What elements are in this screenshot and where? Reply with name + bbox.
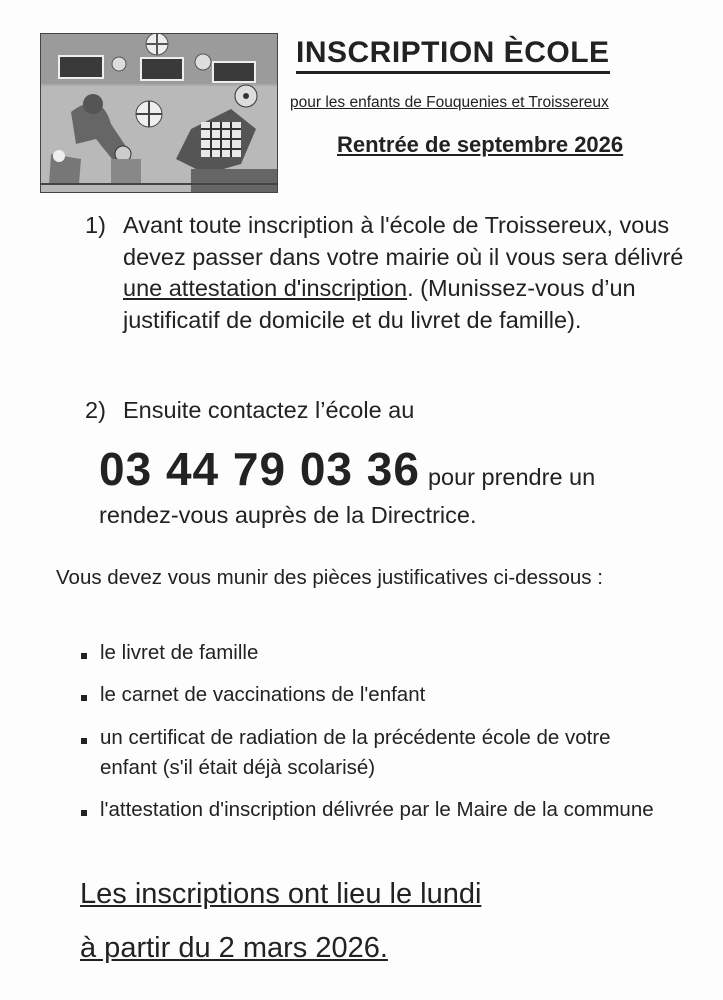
school-year-heading: Rentrée de septembre 2026	[337, 132, 624, 157]
step-two-text: Ensuite contactez l’école au	[123, 397, 415, 423]
appointment-text: rendez-vous auprès de la Directrice.	[99, 502, 477, 528]
phone-line	[99, 442, 595, 496]
attestation-underlined: une attestation d'inscription	[123, 275, 408, 301]
bullet-icon	[81, 695, 87, 701]
school-mural-photo	[40, 33, 278, 193]
step-one	[85, 210, 705, 336]
list-item	[80, 638, 660, 668]
list-item-text: le carnet de vaccinations de l'enfant	[100, 683, 426, 706]
bullet-icon	[81, 738, 87, 744]
registration-date-line-1: Les inscriptions ont lieu le lundi	[80, 878, 482, 910]
list-item	[80, 795, 660, 825]
step-one-text-after: . (Munissez-vous d’un justificatif de domicile et du livret de famille).	[123, 275, 636, 333]
registration-date-line-2: à partir du 2 mars 2026.	[80, 932, 388, 964]
step-two-number: 2)	[85, 397, 106, 423]
step-one-text	[123, 210, 705, 336]
page-title: INSCRIPTION ÈCOLE	[296, 36, 610, 74]
phone-after-text: pour prendre un	[427, 464, 596, 490]
documents-list	[80, 638, 660, 825]
bullet-icon	[81, 810, 87, 816]
mural-illustration	[41, 34, 277, 192]
bullet-icon	[81, 653, 87, 659]
step-two	[85, 395, 685, 427]
list-item	[80, 723, 660, 783]
list-item-text: l'attestation d'inscription délivrée par le Maire de la commune	[100, 798, 654, 821]
list-item-text: un certificat de radiation de la précédente école de votre enfant (s'il était déjà scolarisé)	[100, 726, 611, 779]
list-item	[80, 680, 660, 710]
page-subtitle: pour les enfants de Fouquenies et Troissereux	[290, 94, 609, 111]
list-item-text: le livret de famille	[100, 641, 259, 664]
school-phone-number: 03 44 79 03 36	[99, 443, 420, 495]
step-one-number: 1)	[85, 212, 106, 238]
step-one-text-before: Avant toute inscription à l'école de Troissereux, vous devez passer dans votre mairie où il vous sera délivré	[123, 212, 684, 270]
documents-intro: Vous devez vous munir des pièces justificatives ci-dessous :	[56, 566, 603, 589]
